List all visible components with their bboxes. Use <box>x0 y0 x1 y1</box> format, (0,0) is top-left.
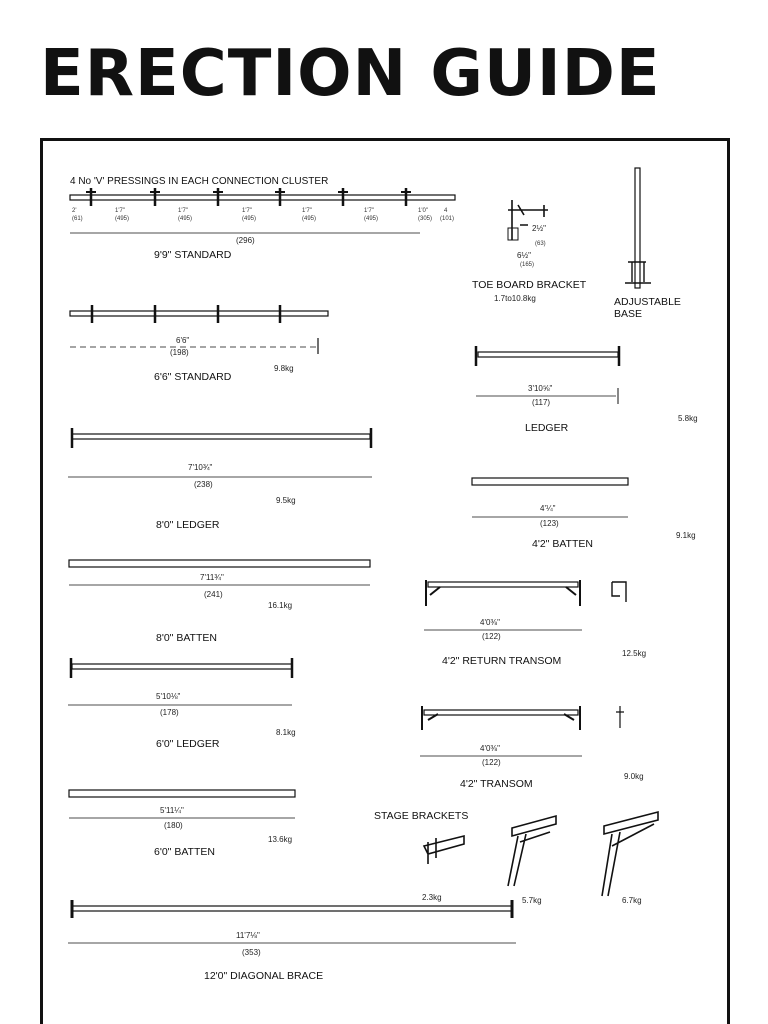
connection-cluster-note: 4 No 'V' PRESSINGS IN EACH CONNECTION CLUSTER <box>70 176 329 187</box>
transom-weight: 9.0kg <box>624 772 644 781</box>
adjustable-base-label: ADJUSTABLE BASE <box>614 296 681 320</box>
ledger-8-0-weight: 9.5kg <box>276 496 296 505</box>
segment-dim-7-mm: (305) <box>418 216 433 222</box>
batten-8-0-dim-ft: 7'11¾" <box>200 573 224 582</box>
batten-4-2-dim-ft: 4'¼" <box>540 504 556 513</box>
toe-dim-1-mm: (63) <box>535 241 546 247</box>
ledger-6-0-label: 6'0" LEDGER <box>156 738 220 750</box>
standard-9-9-drawing <box>70 188 455 233</box>
stage-bracket-weight-3: 6.7kg <box>622 896 642 905</box>
segment-dim-6-mm: (495) <box>364 216 379 222</box>
segment-dim-4: 1'7" <box>242 208 252 214</box>
segment-dim-1-mm: (61) <box>72 216 83 222</box>
diagonal-brace-label: 12'0" DIAGONAL BRACE <box>204 970 324 982</box>
batten-6-0-dim-mm: (180) <box>164 821 183 830</box>
segment-dim-7: 1'0" <box>418 208 428 214</box>
batten-4-2-weight: 9.1kg <box>676 531 696 540</box>
standard-6-6-weight: 9.8kg <box>274 364 294 373</box>
ledger-4-2-drawing <box>476 346 619 404</box>
ledger-6-0-dim-ft: 5'10⅛" <box>156 692 181 701</box>
segment-dim-8-mm: (101) <box>440 216 455 222</box>
segment-dim-2-mm: (495) <box>115 216 130 222</box>
standard-6-6-dim-mm: (198) <box>170 348 189 357</box>
toe-board-bracket-label: TOE BOARD BRACKET <box>472 279 587 291</box>
segment-dim-1: 2' <box>72 208 77 214</box>
ledger-4-2-label: LEDGER <box>525 422 569 434</box>
page-title: ERECTION GUIDE <box>40 37 661 111</box>
standard-6-6-label: 6'6" STANDARD <box>154 371 232 383</box>
batten-8-0-dim-mm: (241) <box>204 590 223 599</box>
segment-dim-5: 1'7" <box>302 208 312 214</box>
ledger-8-0-dim-ft: 7'10¾" <box>188 463 213 472</box>
return-transom-dim-ft: 4'0⅜" <box>480 618 500 627</box>
toe-board-bracket-drawing <box>508 200 548 240</box>
ledger-8-0-dim-mm: (238) <box>194 480 213 489</box>
diagonal-brace-dim-ft: 11'7⅛" <box>236 931 260 940</box>
segment-dim-2: 1'7" <box>115 208 125 214</box>
standard-9-9-label: 9'9" STANDARD <box>154 249 232 261</box>
batten-4-2-label: 4'2" BATTEN <box>532 538 593 550</box>
toe-board-bracket-weight: 1.7to10.8kg <box>494 294 536 303</box>
stage-bracket-weight-1: 2.3kg <box>422 893 442 902</box>
transom-dim-mm: (122) <box>482 758 501 767</box>
return-transom-dim-mm: (122) <box>482 632 501 641</box>
return-transom-drawing <box>424 580 626 630</box>
segment-dim-3-mm: (495) <box>178 216 193 222</box>
batten-6-0-label: 6'0" BATTEN <box>154 846 215 858</box>
segment-dim-3: 1'7" <box>178 208 188 214</box>
toe-dim-2-mm: (165) <box>520 262 535 268</box>
toe-dim-1: 2½" <box>532 224 546 233</box>
stage-brackets-label: STAGE BRACKETS <box>374 810 469 822</box>
ledger-6-0-dim-mm: (178) <box>160 708 179 717</box>
batten-6-0-weight: 13.6kg <box>268 835 293 844</box>
stage-bracket-weight-2: 5.7kg <box>522 896 542 905</box>
transom-drawing <box>420 706 624 756</box>
diagonal-brace-drawing <box>68 900 516 943</box>
segment-dim-8: 4 <box>444 208 448 214</box>
ledger-4-2-dim-mm: (117) <box>532 398 551 407</box>
transom-label: 4'2" TRANSOM <box>460 778 533 790</box>
standard-6-6-drawing <box>70 305 328 354</box>
stage-brackets-drawing <box>424 812 658 896</box>
ledger-4-2-weight: 5.8kg <box>678 414 698 423</box>
ledger-8-0-label: 8'0" LEDGER <box>156 519 220 531</box>
ledger-4-2-dim-ft: 3'10⅝" <box>528 384 553 393</box>
batten-4-2-dim-mm: (123) <box>540 519 559 528</box>
diagonal-brace-dim-mm: (353) <box>242 948 261 957</box>
batten-8-0-weight: 16.1kg <box>268 601 293 610</box>
segment-dim-6: 1'7" <box>364 208 374 214</box>
ledger-8-0-drawing <box>68 428 372 477</box>
transom-dim-ft: 4'0⅜" <box>480 744 500 753</box>
ledger-6-0-weight: 8.1kg <box>276 728 296 737</box>
standard-6-6-dim-ft: 6'6" <box>176 336 190 345</box>
toe-dim-2: 6½" <box>517 251 531 260</box>
segment-dim-4-mm: (495) <box>242 216 257 222</box>
standard-9-9-dim: (296) <box>236 236 255 245</box>
adjustable-base-drawing <box>625 168 651 288</box>
batten-6-0-dim-ft: 5'11¼" <box>160 806 184 815</box>
return-transom-weight: 12.5kg <box>622 649 647 658</box>
segment-dim-5-mm: (495) <box>302 216 317 222</box>
return-transom-label: 4'2" RETURN TRANSOM <box>442 655 562 667</box>
batten-8-0-label: 8'0" BATTEN <box>156 632 217 644</box>
